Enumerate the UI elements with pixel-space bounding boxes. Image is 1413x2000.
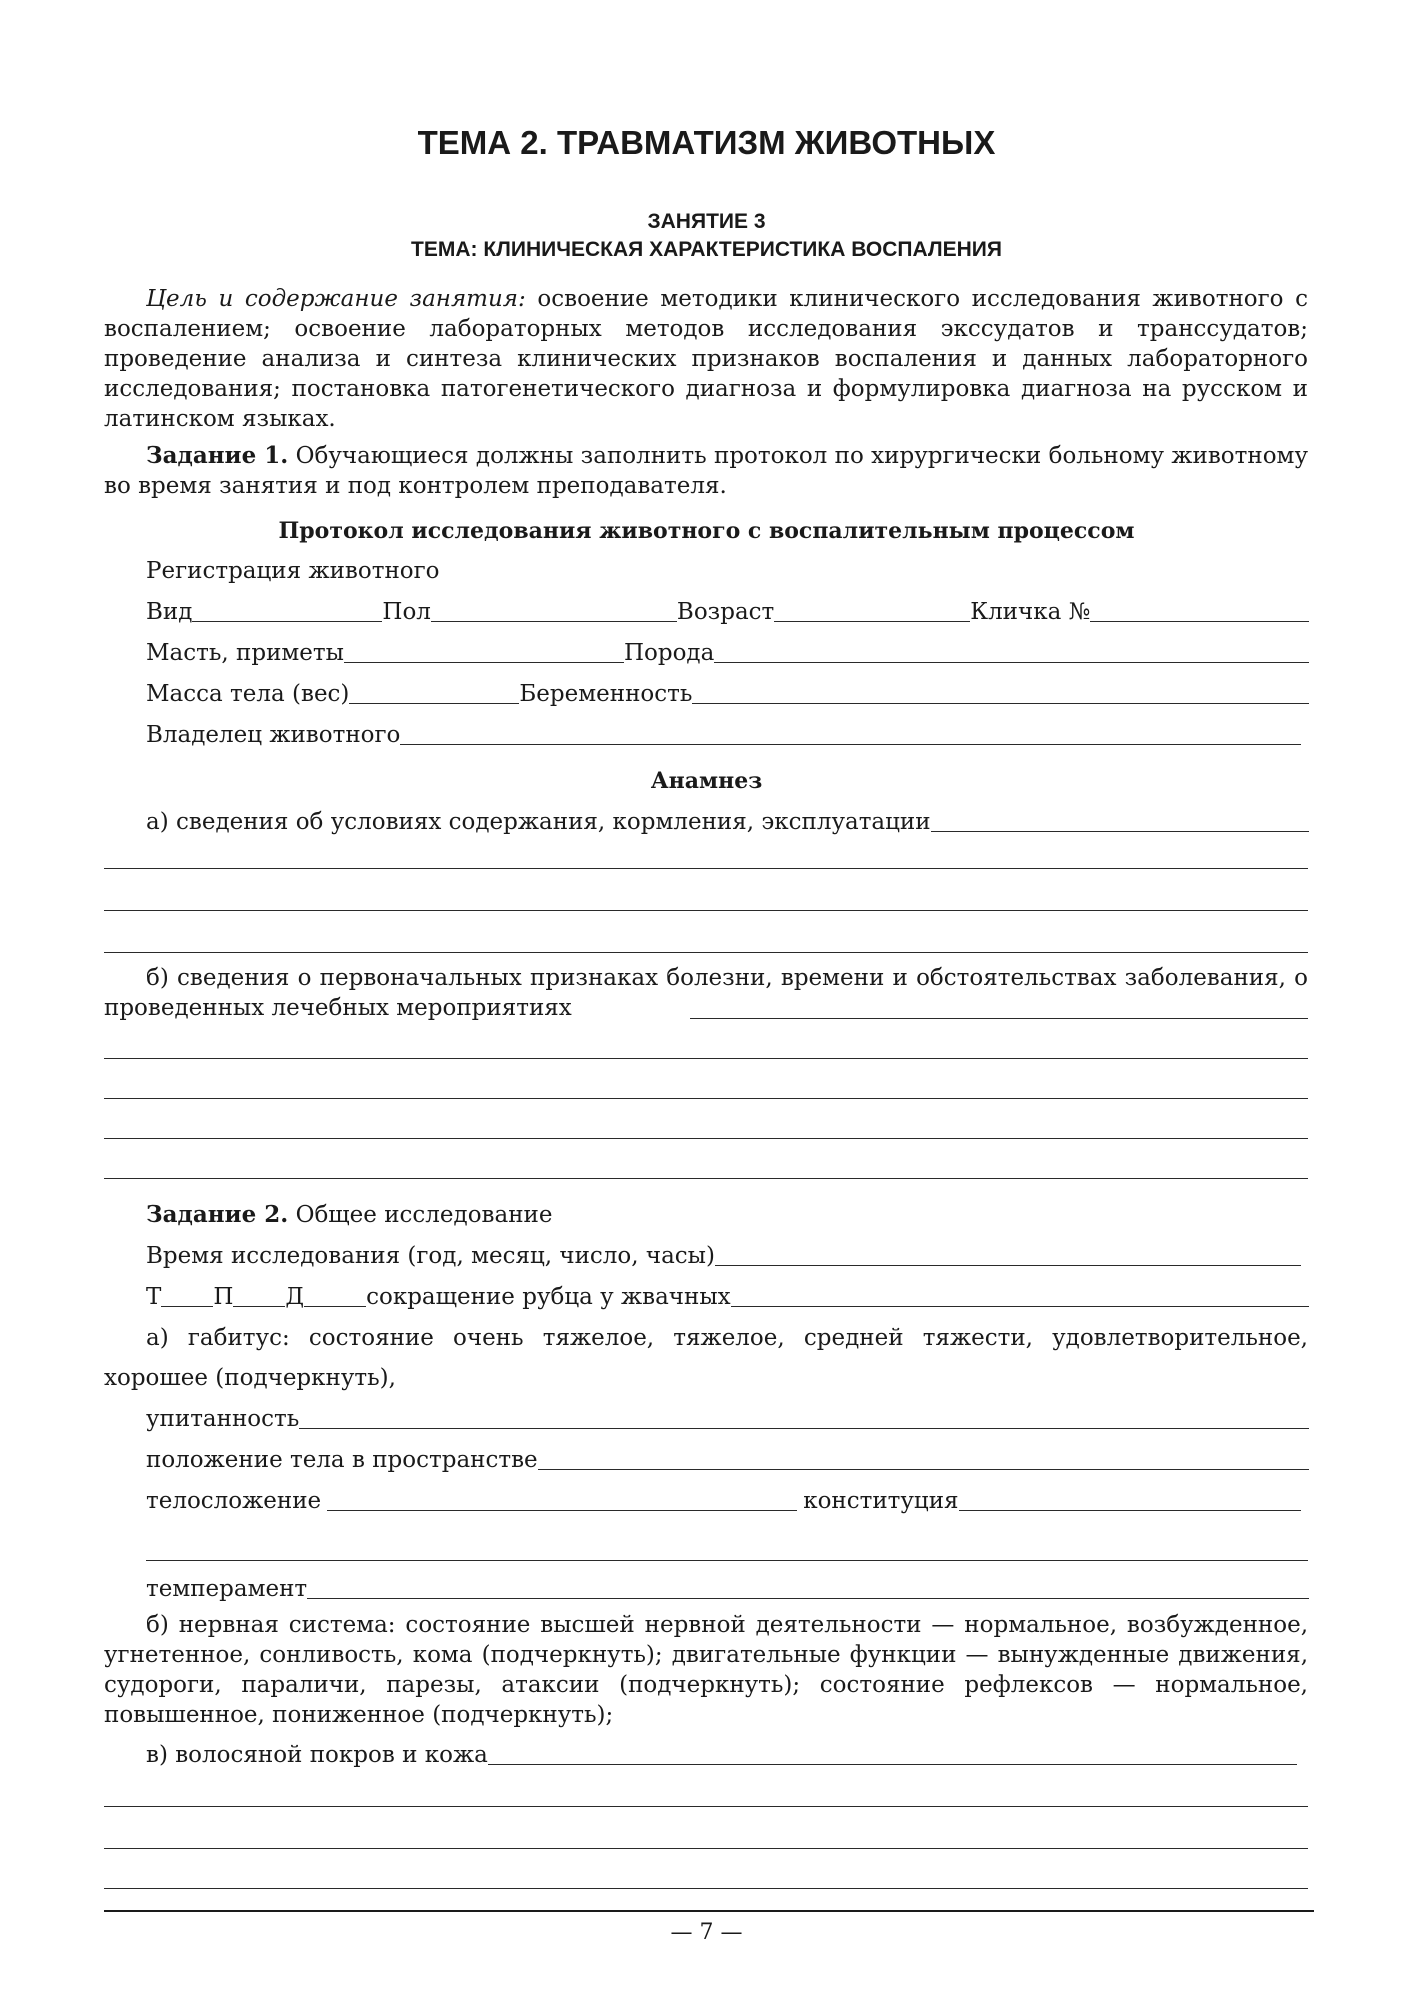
weight-blank[interactable] — [349, 679, 519, 704]
habitus-text: а) габитус: состояние очень тяжелое, тяжелое, средней тяжести, удовлетворительное, хорошее (подчеркнуть), — [104, 1325, 1308, 1391]
position-label: положение тела в пространстве — [146, 1447, 538, 1473]
sex-label: Пол — [382, 599, 431, 625]
task1-paragraph — [104, 441, 1308, 501]
habitus-paragraph — [104, 1318, 1308, 1398]
nervous-paragraph — [104, 1610, 1308, 1730]
owner-label: Владелец животного — [146, 722, 401, 748]
temperament-blank[interactable] — [307, 1574, 1309, 1599]
respiration-blank[interactable] — [304, 1282, 366, 1307]
rumen-blank[interactable] — [731, 1282, 1309, 1307]
anamnesis-a-blank[interactable] — [931, 807, 1309, 832]
registration-row — [146, 552, 1309, 584]
write-line[interactable] — [104, 1178, 1308, 1179]
build-label: телосложение — [146, 1488, 322, 1514]
sex-blank[interactable] — [431, 597, 677, 622]
anamnesis-b-text: б) сведения о первоначальных признаках болезни, времени и обстоятельствах заболевания, о проведенных лечебных мероприятиях — [104, 965, 1308, 1021]
pulse-label: П — [213, 1284, 234, 1310]
write-line[interactable] — [104, 1848, 1308, 1849]
skin-label: в) волосяной покров и кожа — [146, 1742, 488, 1768]
temperature-blank[interactable] — [161, 1282, 213, 1307]
weight-row — [146, 675, 1309, 707]
nickname-blank[interactable] — [1090, 597, 1309, 622]
build-row — [146, 1482, 1309, 1514]
vitals-row — [146, 1278, 1309, 1310]
breed-blank[interactable] — [714, 638, 1309, 663]
temperament-row — [146, 1570, 1309, 1602]
anamnesis-b-blank[interactable] — [690, 1018, 1308, 1019]
anamnesis-title: Анамнез — [650, 768, 763, 794]
age-blank[interactable] — [774, 597, 970, 622]
color-blank[interactable] — [344, 638, 624, 663]
anamnesis-b-paragraph — [104, 963, 1308, 1023]
position-row — [146, 1441, 1309, 1473]
task1-text: Обучающиеся должны заполнить протокол по хирургически больному животному во время занятия и под контролем преподавателя. — [104, 443, 1308, 499]
time-row — [146, 1237, 1309, 1269]
goal-label: Цель и содержание занятия: — [146, 286, 526, 312]
write-line[interactable] — [104, 868, 1308, 869]
task1-label: Задание 1. — [146, 442, 289, 469]
task2-heading — [146, 1202, 552, 1228]
nervous-text: б) нервная система: состояние высшей нервной деятельности — нормальное, возбужденное, угнетенное, сонливость, кома (подчеркнуть); двигательные функции — вынужденные движения, судороги, параличи, парезы, атаксии (подчеркнуть); состояние рефлексов — нормальное, повышенное, пониженное (подчеркнуть); — [104, 1612, 1308, 1728]
protocol-title: Протокол исследования животного с воспалительным процессом — [278, 518, 1135, 544]
write-line[interactable] — [104, 1058, 1308, 1059]
species-row — [146, 593, 1309, 625]
pregnancy-blank[interactable] — [692, 679, 1309, 704]
page-number: — 7 — — [670, 1920, 743, 1945]
build-blank[interactable] — [327, 1486, 797, 1511]
breed-label: Порода — [623, 640, 715, 666]
owner-blank[interactable] — [400, 720, 1301, 745]
color-label: Масть, приметы — [146, 640, 344, 666]
constitution-blank[interactable] — [959, 1486, 1301, 1511]
weight-label: Масса тела (вес) — [146, 681, 350, 707]
skin-blank[interactable] — [488, 1740, 1297, 1765]
owner-row — [146, 716, 1309, 748]
write-line[interactable] — [104, 1138, 1308, 1139]
goal-paragraph — [104, 284, 1308, 434]
position-blank[interactable] — [538, 1445, 1309, 1470]
task2-row — [146, 1196, 1309, 1228]
skin-row — [146, 1736, 1309, 1768]
constitution-label: конституция — [803, 1488, 959, 1514]
theme-title: ТЕМА 2. ТРАВМАТИЗМ ЖИВОТНЫХ — [417, 124, 996, 161]
nutrition-label: упитанность — [146, 1406, 300, 1432]
temperament-label: темперамент — [146, 1576, 308, 1602]
registration-label: Регистрация животного — [146, 558, 440, 584]
footer-rule — [104, 1910, 1314, 1912]
goal-text: освоение методики клинического исследования животного с воспалением; освоение лабораторных методов исследования экссудатов и транссудатов; проведение анализа и синтеза клинических признаков воспаления и данных лабораторного исследования; постановка патогенетического диагноза и формулировка диагноза на русском и латинском языках. — [104, 286, 1309, 432]
write-line[interactable] — [104, 952, 1308, 953]
time-blank[interactable] — [715, 1241, 1301, 1266]
pregnancy-label: Беременность — [519, 681, 693, 707]
anamnesis-a-label: а) сведения об условиях содержания, кормления, эксплуатации — [146, 809, 931, 835]
nutrition-row — [146, 1400, 1309, 1432]
write-line[interactable] — [104, 1098, 1308, 1099]
write-line[interactable] — [104, 1806, 1308, 1807]
anamnesis-a-row — [146, 803, 1309, 835]
pulse-blank[interactable] — [233, 1282, 285, 1307]
lesson-number: ЗАНЯТИЕ 3 — [647, 210, 766, 233]
respiration-label: Д — [285, 1284, 305, 1310]
nickname-label: Кличка № — [970, 599, 1091, 625]
task2-label: Задание 2. — [146, 1201, 289, 1228]
time-label: Время исследования (год, месяц, число, часы) — [146, 1243, 715, 1269]
species-label: Вид — [146, 599, 193, 625]
nutrition-blank[interactable] — [299, 1404, 1309, 1429]
lesson-title: ТЕМА: КЛИНИЧЕСКАЯ ХАРАКТЕРИСТИКА ВОСПАЛЕНИЯ — [411, 238, 1002, 261]
write-line[interactable] — [104, 910, 1308, 911]
write-line[interactable] — [146, 1560, 1308, 1561]
species-blank[interactable] — [192, 597, 382, 622]
age-label: Возраст — [676, 599, 775, 625]
temperature-label: Т — [146, 1284, 162, 1310]
write-line[interactable] — [104, 1888, 1308, 1889]
color-row — [146, 634, 1309, 666]
rumen-label: сокращение рубца у жвачных — [366, 1284, 731, 1310]
task2-text: Общее исследование — [288, 1202, 553, 1228]
